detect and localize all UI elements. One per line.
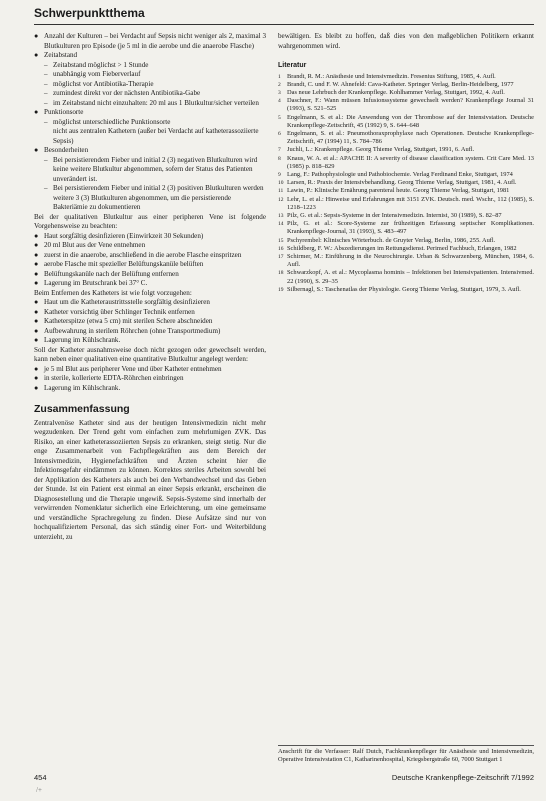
reference-text: Brandt, R. M.: Anästhesie und Intensivmedizin. Fresenius Stiftung, 1985, 4. Aufl. (287, 72, 496, 80)
reference-item (278, 81, 534, 89)
reference-number: 8 (278, 155, 281, 162)
reference-item (278, 286, 534, 294)
reference-text: Lang, F.: Pathophysiologie und Pathobiochemie. Verlag Ferdinand Enke, Stuttgart, 1974 (287, 170, 513, 178)
reference-number: 4 (278, 98, 281, 105)
reference-number: 11 (278, 188, 284, 195)
reference-item (278, 212, 534, 220)
bullet-item: ● Lagerung im Kühlschrank. (34, 383, 121, 392)
reference-text: Pilz, G. et al.: Sepsis-Systeme in der Intensivmedizin. Internist, 30 (1989), S. 82–87 (287, 211, 502, 219)
dash-icon: – (44, 60, 48, 69)
reference-item (278, 179, 534, 187)
reference-item (278, 171, 534, 179)
reference-text: Knaus, W. A. et al.: APACHE II: A severity of disease classification system. Crit Care Med. 13 (1985) p. 818–829 (287, 154, 534, 170)
bullet-item: ● 20 ml Blut aus der Vene entnehmen (34, 241, 146, 249)
bullet-item: ● Aufbewahrung in sterilem Röhrchen (ohne Transportmedium) (34, 326, 221, 335)
reference-item (278, 155, 534, 171)
reference-number: 15 (278, 237, 284, 244)
reference-item (278, 220, 534, 236)
intro-text: bewältigen. Es bleibt zu hoffen, daß dies von den maßgeblichen Politikern erkannt wahrgenommen wird. (278, 32, 534, 50)
bullet-item: ● zuerst in die anaerobe, anschließend in die aerobe Flasche einspritzen (34, 250, 242, 259)
reference-number: 19 (278, 286, 284, 293)
bullet-item: ● Lagerung im Brutschrank bei 37° C. (34, 279, 148, 287)
reference-item (278, 97, 534, 113)
author-address: Anschrift für die Verfasser: Ralf Dutch, Fachkrankenpfleger für Anästhesie und Intensivmedizin, Operative Intensivstation C1, Katharinenhospital, Kriegsbergstraße 60, 7000 Stuttgart 1 (278, 748, 534, 764)
reference-number: 14 (278, 221, 284, 228)
bullet-item: ● Anzahl der Kulturen – bei Verdacht auf Sepsis nicht weniger als 2, maximal 3 Blutkulturen pro Episode (je 5 ml in die aerobe und die anaerobe Flasche) (34, 32, 266, 50)
reference-number: 2 (278, 81, 281, 88)
reference-number: 1 (278, 73, 281, 80)
bullet-icon: ● (34, 241, 39, 249)
reference-number: 10 (278, 180, 284, 187)
bullet-item: ● je 5 ml Blut aus peripherer Vene und über Katheter entnehmen (34, 364, 222, 373)
section-title: Schwerpunktthema (34, 6, 145, 20)
bullet-icon: ● (34, 317, 39, 325)
bullet-icon: ● (34, 336, 39, 344)
reference-number: 6 (278, 130, 281, 137)
reference-text: Engelmann, S. et al.: Die Anwendung von der Thrombose auf der Intensivstation. Deutsche Krankenpflege-Zeitschrift, 45 (1992) 9, S. 644–648 (287, 113, 534, 129)
dash-icon: – (44, 70, 48, 78)
dash-icon: – (44, 184, 48, 192)
reference-item (278, 237, 534, 245)
bullet-item: ● in sterile, kollerierte EDTA-Röhrchen einbringen (34, 374, 184, 382)
reference-item (278, 130, 534, 146)
reference-item (278, 245, 534, 253)
sub-item: – möglichst vor Antibiotika-Therapie (44, 79, 154, 88)
reference-item (278, 73, 534, 81)
bullet-item: ● Katheterspitze (etwa 5 cm) mit sterilen Schere abschneiden (34, 317, 213, 325)
literature-heading: Literatur (278, 62, 307, 69)
bullet-item: ● Belüftungskanüle nach der Belüftung entfernen (34, 269, 179, 278)
reference-text: Pilz, G. et al.: Score-Systeme zur frühzeitigen Erfassung septischer Komplikationen. Krankenpflege-Journal, 31 (1993), S. 483–497 (287, 220, 534, 236)
dash-icon: – (44, 117, 48, 126)
reference-item (278, 269, 534, 285)
corner-mark: /+ (36, 786, 42, 794)
reference-text: Juchli, L.: Krankenpflege. Georg Thieme Verlag, Stuttgart, 1991, 6. Aufl. (287, 146, 475, 154)
bullet-icon: ● (34, 108, 39, 116)
reference-number: 12 (278, 196, 284, 203)
sub-item: – zumindest direkt vor der nächsten Antibiotika-Gabe (44, 89, 201, 97)
reference-text: Daschner, F.: Wann müssen Infusionssysteme gewechselt werden? Krankenpflege Journal 31 (1993), S. 521–525 (287, 97, 534, 113)
bullet-icon: ● (34, 231, 39, 240)
reference-item (278, 187, 534, 195)
left-column (34, 32, 266, 542)
right-column (278, 32, 534, 294)
reference-text: Lawin, P.: Klinische Ernährung parenteral heute. Georg Thieme Verlag, Stuttgart, 1981 (287, 187, 510, 195)
bullet-item: ● Katheter vorsichtig über Schlinger Technik entfernen (34, 307, 195, 316)
reference-item (278, 253, 534, 269)
dash-icon: – (44, 79, 48, 88)
bullet-icon: ● (34, 32, 39, 40)
paragraph: Soll der Katheter ausnahmsweise doch nicht gezogen oder gewechselt werden, kann neben einer qualitativen eine quantitative Blutkultur angelegt werden: (34, 345, 266, 363)
reference-number: 7 (278, 147, 281, 154)
bullet-icon: ● (34, 279, 39, 287)
bullet-item: ● Punktionsorte (34, 108, 84, 116)
bullet-icon: ● (34, 146, 39, 154)
reference-number: 3 (278, 89, 281, 96)
bullet-icon: ● (34, 374, 39, 382)
reference-number: 13 (278, 212, 284, 219)
bullet-icon: ● (34, 51, 39, 59)
reference-item (278, 89, 534, 97)
author-rule (278, 745, 534, 746)
reference-item (278, 114, 534, 130)
reference-number: 16 (278, 245, 284, 252)
summary-text: Zentralvenöse Katheter sind aus der heutigen Intensivmedizin nicht mehr wegzudenken. Der Trend geht vom einfachen zum mehrlumigen ZVK. Das Risiko, an einer katheterassoziierten Sepsis zu erkranken, steigt stetig. Nur die enge Zusammenarbeit von Fachpflegekräften aus dem Bereich der Intensivmedizin, Hygienefachkräften und Ärzten scheint hier die Infektionsgefahr eindämmen zu können. Korrektes steriles Arbeiten sowohl bei der Applikation des Katheters als auch bei den Verbandwechsel und das Geben der Stunde. Ist ein Patient erst einmal an einer Sepsis erkrankt, erscheinen die Diagnosestellung und die Therapie ungewiß. Sepsis-Systeme sind innerhalb der verwirrenden Nomenklatur sicherlich eine Erleichterung, um eine gemeinsame und verständliche Sprachregelung zu finden. Diese Aufsätze sind nur von hochqualifiziertem Personal, das sich ständig einer Fort- und Weiterbildung unterzieht, zu (34, 418, 266, 541)
dash-icon: – (44, 155, 48, 164)
reference-number: 5 (278, 114, 281, 121)
reference-number: 18 (278, 270, 284, 277)
reference-text: Silbernagl, S.: Taschenatlas der Physiologie. Georg Thieme Verlag, Stuttgart, 1979, 3. Aufl. (287, 285, 521, 293)
bullet-item: ● Lagerung im Kühlschrank. (34, 336, 121, 344)
dash-icon: – (44, 98, 48, 107)
paragraph: Beim Entfernen des Katheters ist wie folgt vorzugehen: (34, 288, 192, 297)
sub-item: – unabhängig vom Fieberverlauf (44, 70, 141, 78)
dash-icon: – (44, 89, 48, 97)
reference-text: Brandt, C. und F. W. Ahnefeld: Cava-Katheter. Springer Verlag, Berlin-Heidelberg, 1977 (287, 80, 514, 88)
reference-text: Engelmann, S. et al.: Pneumothoraxprophylaxe nach Operationen. Deutsche Krankenpflege-Zeitschrift, 47 (1994) 11, S. 784–786 (287, 129, 534, 146)
sub-item: – möglichst unterschiedliche Punktionsorte (44, 117, 171, 126)
reference-text: Schirmer, M.: Einführung in die Neurochirurgie. Urban & Schwarzenberg, München, 1984, 6. Aufl. (287, 252, 534, 269)
paragraph: Bei der qualitativen Blutkultur aus einer peripheren Vene ist folgende Vorgehensweise zu beachten: (34, 212, 266, 230)
reference-text: Larsen, R.: Praxis der Intensivbehandlung. Georg Thieme Verlag, Stuttgart, 1981, 4. Aufl. (287, 179, 517, 187)
bullet-item: ● Zeitabstand (34, 51, 78, 59)
bullet-item: ● aerobe Flasche mit spezieller Belüftungskanüle belüften (34, 260, 204, 268)
reference-text: Schwarzkopf, A. et al.: Mycoplasma hominis – Infektionen bei Intensivpatienten. Intensivmed. 22 (1990), S. 29–35 (287, 269, 534, 285)
sub-item: – Zeitabstand möglichst > 1 Stunde (44, 60, 149, 69)
bullet-icon: ● (34, 307, 39, 316)
sub-item: – im Zeitabstand nicht einzuhalten: 20 ml aus 1 Blutkultur/sicher verteilen (44, 98, 259, 107)
bullet-icon: ● (34, 383, 39, 392)
reference-text: Pschyrembel: Klinisches Wörterbuch. de Gruyter Verlag, Berlin, 1986, 255. Aufl. (287, 236, 496, 244)
bullet-icon: ● (34, 250, 39, 259)
sub-item: – Bei persistierendem Fieber und initial 2 (3) positiven Blutkulturen werden weitere 3 (3) Blutkulturen abgenommen, um die persistierende Bakteriämie zu dokumentieren (44, 184, 264, 211)
bullet-icon: ● (34, 260, 39, 268)
bullet-icon: ● (34, 298, 39, 306)
reference-number: 17 (278, 253, 284, 260)
bullet-item: ● Besonderheiten (34, 146, 89, 154)
header-rule (34, 24, 534, 25)
page-footer (34, 773, 534, 782)
bullet-icon: ● (34, 269, 39, 278)
reference-item (278, 146, 534, 154)
sub-item-continuation: nicht aus zentralen Kathetern (außer bei Verdacht auf katheterassoziierte Sepsis) (53, 127, 259, 145)
page-number: 454 (34, 773, 47, 782)
reference-list (278, 73, 534, 294)
bullet-item: ● Haut sorgfältig desinfizieren (Einwirkzeit 30 Sekunden) (34, 231, 204, 240)
page-header (34, 6, 534, 20)
reference-text: Lehr, L. et al.: Hinweise und Erfahrungen mit 3151 ZVK. Deutsch. med. Wschr., 112 (1985), S. 1218–1223 (287, 195, 534, 211)
bullet-icon: ● (34, 364, 39, 373)
sub-item: – Bei persistierendem Fieber und initial 2 (3) negativen Blutkulturen wird keine weitere Blutkultur abgenommen, sofern der Status des Patienten unverändert ist. (44, 155, 258, 183)
bullet-icon: ● (34, 326, 39, 335)
reference-number: 9 (278, 171, 281, 178)
reference-text: Schildberg, F. W.: Abszedierungen im Rettungsdienst. Perimed Fachbuch, Erlangen, 1982 (287, 244, 517, 252)
summary-heading: Zusammenfassung (34, 403, 130, 415)
bullet-item: ● Haut um die Katheteraustrittsstelle sorgfältig desinfizieren (34, 298, 210, 306)
reference-item (278, 196, 534, 212)
reference-text: Das neue Lehrbuch der Krankenpflege. Kohlhammer Verlag, Stuttgart, 1992, 4. Aufl. (287, 88, 505, 96)
journal-name: Deutsche Krankenpflege-Zeitschrift 7/1992 (391, 773, 534, 782)
